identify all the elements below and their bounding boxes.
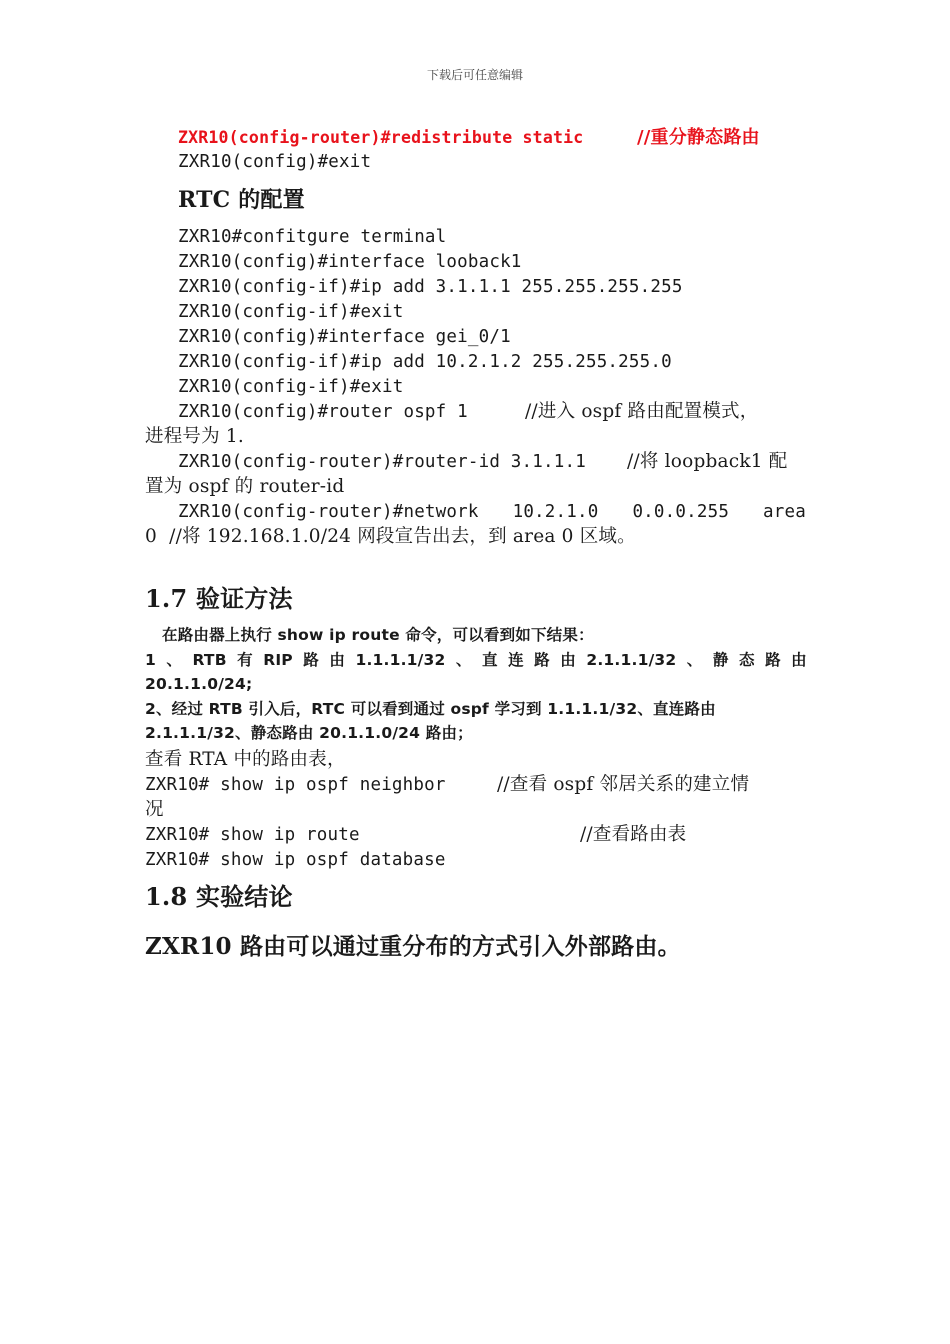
redistribute-comment: //重分静态路由 bbox=[637, 127, 760, 148]
router-ospf-comment: //进入 ospf 路由配置模式， bbox=[525, 401, 759, 422]
config-line: ZXR10(config-if)#ip add 3.1.1.1 255.255.255.255 bbox=[178, 277, 683, 297]
result-item-1-part: 有 bbox=[237, 651, 253, 669]
result-item-1-part: 连 bbox=[508, 651, 524, 669]
result-item-1-part: 由 bbox=[560, 651, 576, 669]
result-item-1-cont: 20.1.1.0/24; bbox=[145, 675, 253, 693]
network-command-part: 10.2.1.0 bbox=[512, 502, 599, 522]
section-1-8-title: 1.8 实验结论 bbox=[145, 882, 293, 911]
experiment-conclusion: ZXR10 路由可以通过重分布的方式引入外部路由。 bbox=[145, 933, 681, 960]
redistribute-command: ZXR10(config-router)#redistribute static bbox=[178, 128, 584, 147]
view-rta-route-table: 查看 RTA 中的路由表， bbox=[145, 749, 346, 770]
result-item-1-part: 1 bbox=[145, 651, 156, 669]
result-item-1-part: 路 bbox=[765, 651, 781, 669]
config-line: ZXR10(config)#interface gei_0/1 bbox=[178, 327, 511, 347]
show-ospf-neighbor-comment: //查看 ospf 邻居关系的建立情 bbox=[497, 774, 750, 795]
config-line: ZXR10#confitgure terminal bbox=[178, 227, 447, 247]
router-ospf-command: ZXR10(config)#router ospf 1 bbox=[178, 402, 468, 422]
result-item-1-part: 态 bbox=[738, 651, 755, 669]
result-item-1-part: 、 bbox=[455, 651, 472, 669]
config-line: ZXR10(config-if)#exit bbox=[178, 302, 404, 322]
result-item-1-part: RTB bbox=[192, 651, 227, 669]
show-ospf-database-command: ZXR10# show ip ospf database bbox=[145, 850, 446, 870]
result-item-1-part: 直 bbox=[481, 651, 498, 669]
show-ip-route-comment: //查看路由表 bbox=[580, 824, 687, 845]
result-item-1-part: RIP bbox=[263, 651, 293, 669]
network-command-part: ZXR10(config-router)#network bbox=[178, 502, 479, 522]
show-ip-route-command: ZXR10# show ip route bbox=[145, 825, 360, 845]
result-item-1-part: 路 bbox=[534, 651, 550, 669]
router-id-comment: //将 loopback1 配 bbox=[627, 451, 788, 472]
rtc-config-heading: RTC 的配置 bbox=[178, 187, 305, 213]
result-item-1-part: 由 bbox=[791, 651, 807, 669]
config-exit-line: ZXR10(config)#exit bbox=[178, 152, 372, 172]
network-comment-cont: 0 //将 192.168.1.0/24 网段宣告出去，到 area 0 区域。 bbox=[145, 526, 636, 547]
result-item-2: 2、经过 RTB 引入后，RTC 可以看到通过 ospf 学习到 1.1.1.1/32、直连路由 bbox=[145, 700, 716, 718]
router-id-command: ZXR10(config-router)#router-id 3.1.1.1 bbox=[178, 452, 586, 472]
show-ospf-neighbor-comment-cont: 况 bbox=[145, 799, 164, 820]
result-item-1-part: 1.1.1.1/32 bbox=[355, 651, 446, 669]
result-item-1-part: 、 bbox=[166, 651, 183, 669]
result-item-1-part: 、 bbox=[686, 651, 703, 669]
router-id-comment-cont: 置为 ospf 的 router-id bbox=[145, 476, 345, 497]
section-1-7-title: 1.7 验证方法 bbox=[145, 584, 293, 613]
verify-intro: 在路由器上执行 show ip route 命令，可以看到如下结果： bbox=[162, 626, 594, 644]
result-item-1-part: 2.1.1.1/32 bbox=[586, 651, 677, 669]
result-item-1-part: 路 bbox=[303, 651, 319, 669]
result-item-1 bbox=[145, 649, 807, 671]
result-item-1-part: 由 bbox=[329, 651, 346, 669]
result-item-1-part: 静 bbox=[712, 651, 729, 669]
router-ospf-comment-cont: 进程号为 1. bbox=[145, 426, 244, 447]
network-command bbox=[178, 500, 806, 524]
show-ospf-neighbor-command: ZXR10# show ip ospf neighbor bbox=[145, 775, 446, 795]
network-command-part: 0.0.0.255 bbox=[632, 502, 730, 522]
network-command-part: area bbox=[763, 502, 806, 522]
page-header: 下载后可任意编辑 bbox=[426, 68, 523, 82]
result-item-2-cont: 2.1.1.1/32、静态路由 20.1.1.0/24 路由； bbox=[145, 724, 473, 742]
config-line: ZXR10(config)#interface looback1 bbox=[178, 252, 522, 272]
config-line: ZXR10(config-if)#ip add 10.2.1.2 255.255.255.0 bbox=[178, 352, 672, 372]
config-line: ZXR10(config-if)#exit bbox=[178, 377, 404, 397]
